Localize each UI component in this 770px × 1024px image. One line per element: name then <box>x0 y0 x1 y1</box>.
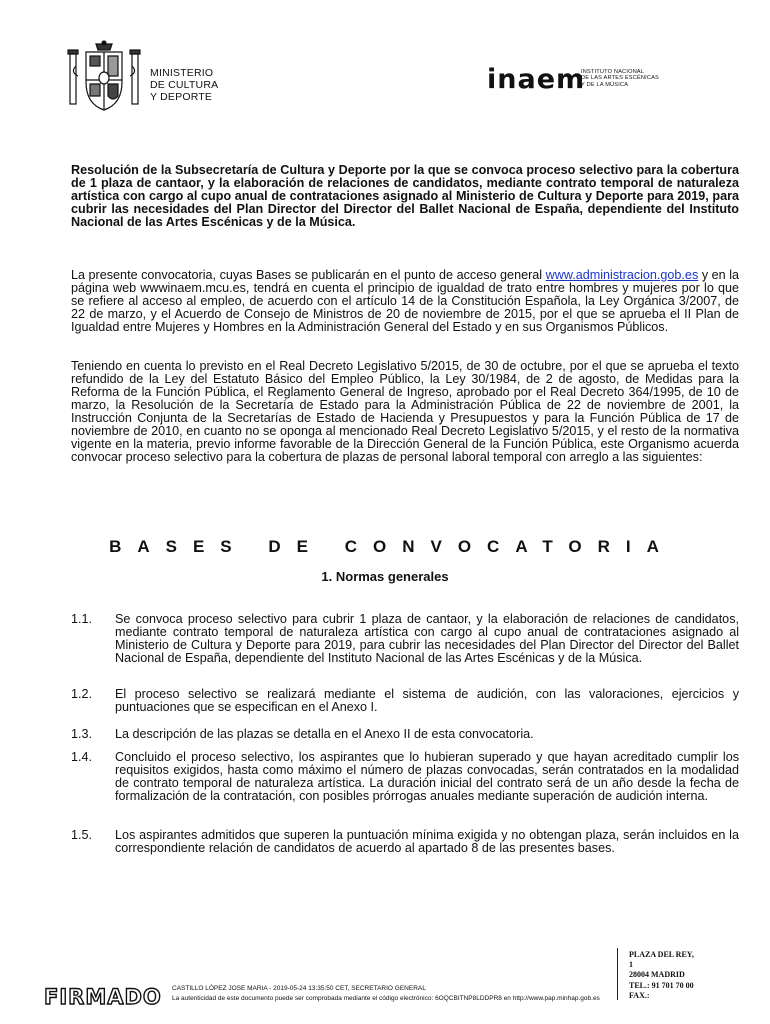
inaem-subtitle-line: Y DE LA MÚSICA <box>581 81 629 88</box>
address-line: 28004 MADRID <box>629 970 685 980</box>
footer-divider <box>617 948 618 1000</box>
item-number: 1.5. <box>71 828 93 842</box>
intro-paragraph-1 <box>71 269 739 334</box>
address-line: PLAZA DEL REY, <box>629 950 694 959</box>
address-line: FAX.: <box>629 990 650 1000</box>
administracion-link[interactable]: www.administracion.gob.es <box>545 268 699 282</box>
resolution-title: Resolución de la Subsecretaría de Cultura y Deporte por la que se convoca proceso selectivo para la cobertura de 1 plaza de cantaor, y la elaboración de relaciones de candidatos, mediante contrato temporal de naturaleza artística con cargo al cupo anual de contrataciones asignado al Ministerio de Cultura y Deporte para 2019, para cubrir las necesidades del Plan Director del Director del Ballet Nacional de España, dependiente del Instituto Nacional de las Artes Escénicas y de la Música. <box>71 163 739 229</box>
section-heading: 1. Normas generales <box>321 569 449 584</box>
inaem-logo: inaem <box>487 64 586 95</box>
intro-p1-start: La presente convocatoria, cuyas Bases se publicarán en el punto de acceso general <box>71 268 543 282</box>
firmado-stamp: FIRMADO <box>44 985 162 1009</box>
bases-heading: BASES DE CONVOCATORIA <box>109 537 675 556</box>
spain-coat-of-arms-icon <box>66 40 142 116</box>
item-text: Los aspirantes admitidos que superen la puntuación mínima exigida y no obtengan plaza, serán incluidos en la correspondiente relación de candidatos de acuerdo al apartado 8 de las presentes bases. <box>115 828 739 855</box>
inaem-subtitle-line: DE LAS ARTES ESCÉNICAS <box>581 75 659 82</box>
ministry-line: Y DEPORTE <box>150 91 213 103</box>
intro-p1-rest: y en la página web wwwinaem.mcu.es, tendrá en cuenta el principio de igualdad de trato entre hombres y mujeres por lo que se refiere al acceso al empleo, de acuerdo con el artículo 14 de la Constitución Española, la Ley Orgánica 3/2007, de 22 de marzo, y el Acuerdo de Consejo de Ministros de 20 de noviembre de 2015, por el que se aprueba el II Plan de Igualdad entre Mujeres y Hombres en la Administración General del Estado y en sus Organismos Públicos. <box>71 268 740 334</box>
verification-note: La autenticidad de este documento puede ser comprobada mediante el código electrónico: 6OQCBITNP8LDDPR8 en http://www.pap.minhap.gob.es <box>172 995 600 1002</box>
item-number: 1.4. <box>71 750 93 764</box>
item-number: 1.2. <box>71 687 93 701</box>
ministry-line: DE CULTURA <box>150 79 219 91</box>
intro-paragraph-2: Teniendo en cuenta lo previsto en el Real Decreto Legislativo 5/2015, de 30 de octubre, por el que se aprueba el texto refundido de la Ley del Estatuto Básico del Empleo Público, la Ley 30/1984, de 2 de agosto, de Medidas para la Reforma de la Función Pública, el Reglamento General de Ingreso, aprobado por el Real Decreto 364/1995, de 10 de marzo, la Resolución de la Secretaría de Estado para la Administración Pública de 22 de noviembre de 2001, la Instrucción Conjunta de la Secretarías de Estado de Hacienda y Presupuestos y para la Función Pública de 17 de noviembre de 2010, en cuanto no se oponga al mencionado Real Decreto Legislativo 5/2015, y el resto de la normativa vigente en la materia, previo informe favorable de la Dirección General de la Función Pública, este Organismo acuerda convocar proceso selectivo para la cobertura de plazas de personal laboral temporal con arreglo a las siguientes: <box>71 359 739 464</box>
item-text: El proceso selectivo se realizará mediante el sistema de audición, con las valoraciones, ejercicios y puntuaciones que se especifican en el Anexo I. <box>115 687 739 714</box>
footer-address <box>629 950 694 1001</box>
ministry-name <box>150 67 218 103</box>
item-number: 1.1. <box>71 612 93 626</box>
ministry-line: MINISTERIO <box>150 67 214 79</box>
item-text: Concluido el proceso selectivo, los aspirantes que lo hubieran superado y que hayan acreditado cumplir los requisitos exigidos, hasta como máximo el número de plazas convocadas, serán contratados en la modalidad de contrato temporal de naturaleza artística. La duración inicial del contrato será de un año desde la fecha de formalización de la contratación, con posibles prórrogas anuales mediante superación de audición interna. <box>115 750 739 803</box>
address-line: 1 <box>629 960 633 970</box>
inaem-subtitle-line: INSTITUTO NACIONAL <box>581 69 645 75</box>
item-number: 1.3. <box>71 727 93 741</box>
inaem-subtitle <box>581 69 659 88</box>
signature-info: CASTILLO LÓPEZ JOSE MARIA - 2019-05-24 13:35:50 CET, SECRETARIO GENERAL <box>172 985 426 992</box>
address-line: TEL.: 91 701 70 00 <box>629 980 694 990</box>
item-text: La descripción de las plazas se detalla en el Anexo II de esta convocatoria. <box>115 727 534 741</box>
item-text: Se convoca proceso selectivo para cubrir 1 plaza de cantaor, y la elaboración de relaciones de candidatos, mediante contrato temporal de naturaleza artística con cargo al cupo anual de contrataciones asignado al Ministerio de Cultura y Deporte para 2019, para cubrir las necesidades del Plan Director del Director del Ballet Nacional de España, dependiente del Instituto Nacional de las Artes Escénicas y de la Música. <box>115 612 739 665</box>
